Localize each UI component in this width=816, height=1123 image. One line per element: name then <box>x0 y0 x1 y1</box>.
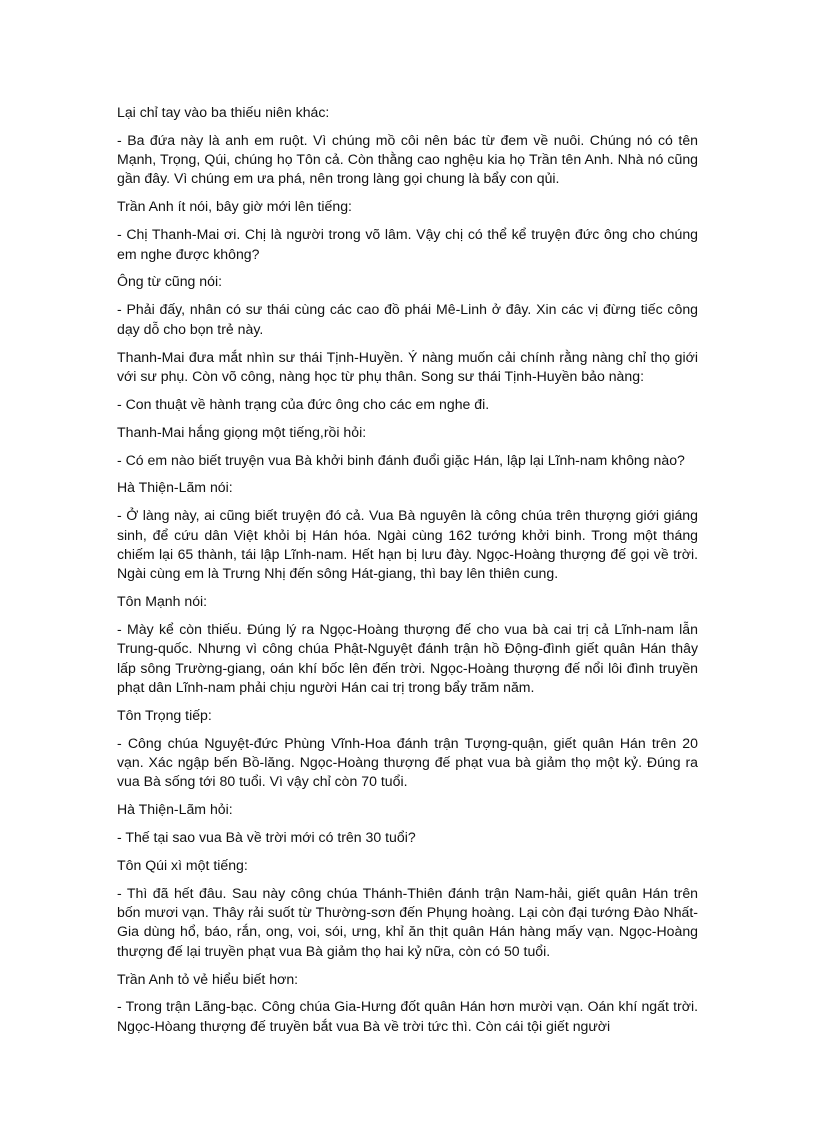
paragraph: Hà Thiện-Lãm hỏi: <box>117 801 233 818</box>
paragraph: Hà Thiện-Lãm nói: <box>117 479 233 496</box>
paragraph: - Mày kể còn thiếu. Đúng lý ra Ngọc-Hoàng thượng đế cho vua bà cai trị cả Lĩnh-nam lẫn Trung-quốc. Nhưng vì công chúa Phật-Nguyệt đánh trận hồ Động-đình giết quân Hán thây lấp sông Trường-giang, oán khí bốc lên đến trời. Ngọc-Hoàng thượng đế nổi lôi đình truyền phạt dân Lĩnh-nam phải chịu người Hán cai trị trong bẩy trăm năm. <box>117 620 698 695</box>
paragraph: Trần Anh tỏ vẻ hiểu biết hơn: <box>117 970 299 987</box>
paragraph: Tôn Mạnh nói: <box>117 593 208 610</box>
paragraph: Trần Anh ít nói, bây giờ mới lên tiếng: <box>117 198 352 215</box>
paragraph: Tôn Qúi xì một tiếng: <box>117 856 248 873</box>
paragraph: Tôn Trọng tiếp: <box>117 706 212 723</box>
paragraph: - Ở làng này, ai cũng biết truyện đó cả. Vua Bà nguyên là công chúa trên thượng giới giáng sinh, để cứu dân Việt khỏi bị Hán hóa. Ngài cùng 162 tướng khởi binh. Trong một tháng chiếm lại 65 thành, tái lập Lĩnh-nam. Hết hạn bị lưu đày. Ngọc-Hoàng thượng đế gọi về trời. Ngài cùng em là Trưng Nhị đến sông Hát-giang, thì bay lên thiên cung. <box>117 507 698 582</box>
paragraph: Thanh-Mai đưa mắt nhìn sư thái Tịnh-Huyền. Ý nàng muốn cải chính rằng nàng chỉ thọ giới với sư phụ. Còn võ công, nàng học từ phụ thân. Song sư thái Tịnh-Huyền bảo nàng: <box>117 348 698 384</box>
paragraph: Thanh-Mai hắng giọng một tiếng,rồi hỏi: <box>117 423 367 440</box>
paragraph: Ông từ cũng nói: <box>117 273 223 290</box>
paragraph: - Phải đấy, nhân có sư thái cùng các cao đồ phái Mê-Linh ở đây. Xin các vị đừng tiếc công dạy dỗ cho bọn trẻ này. <box>117 301 698 337</box>
paragraph: - Có em nào biết truyện vua Bà khởi binh đánh đuổi giặc Hán, lập lại Lĩnh-nam không nào? <box>117 451 685 468</box>
document-page <box>117 103 698 1036</box>
paragraph: - Ba đứa này là anh em ruột. Vì chúng mồ côi nên bác từ đem về nuôi. Chúng nó có tên Mạnh, Trọng, Qúi, chúng họ Tôn cả. Còn thằng cao nghệu kia họ Trần tên Anh. Nhà nó cũng gần đây. Vì chúng em ưa phá, nên trong làng gọi chung là bẩy con qủi. <box>117 131 698 187</box>
paragraph: - Con thuật về hành trạng của đức ông cho các em nghe đi. <box>117 395 490 412</box>
paragraph: Lại chỉ tay vào ba thiếu niên khác: <box>117 104 330 120</box>
paragraph: - Thế tại sao vua Bà về trời mới có trên 30 tuổi? <box>117 829 416 845</box>
paragraph: - Thì đã hết đâu. Sau này công chúa Thánh-Thiên đánh trận Nam-hải, giết quân Hán trên bốn mươi vạn. Thây rải suốt từ Thường-sơn đến Phụng hoàng. Lại còn đại tướng Đào Nhất-Gia dùng hổ, báo, rắn, ong, voi, sói, ưng, khỉ ăn thịt quân Hán hàng mấy vạn. Ngọc-Hoàng thượng đế lại truyền phạt vua Bà giảm thọ hai kỷ nữa, còn có 50 tuổi. <box>117 884 698 959</box>
paragraph: - Công chúa Nguyệt-đức Phùng Vĩnh-Hoa đánh trận Tượng-quận, giết quân Hán trên 20 vạn. Xác ngập bến Bồ-lăng. Ngọc-Hoàng thượng đế phạt vua bà giảm thọ một kỷ. Đúng ra vua Bà sống tới 80 tuổi. Vì vậy chỉ còn 70 tuổi. <box>117 734 698 790</box>
paragraph: - Chị Thanh-Mai ơi. Chị là người trong võ lâm. Vậy chị có thể kể truyện đức ông cho chúng em nghe được không? <box>117 226 698 262</box>
paragraph: - Trong trận Lãng-bạc. Công chúa Gia-Hưng đốt quân Hán hơn mười vạn. Oán khí ngất trời. Ngọc-Hòang thượng đế truyền bắt vua Bà về trời tức thì. Còn cái tội giết người <box>117 998 698 1034</box>
